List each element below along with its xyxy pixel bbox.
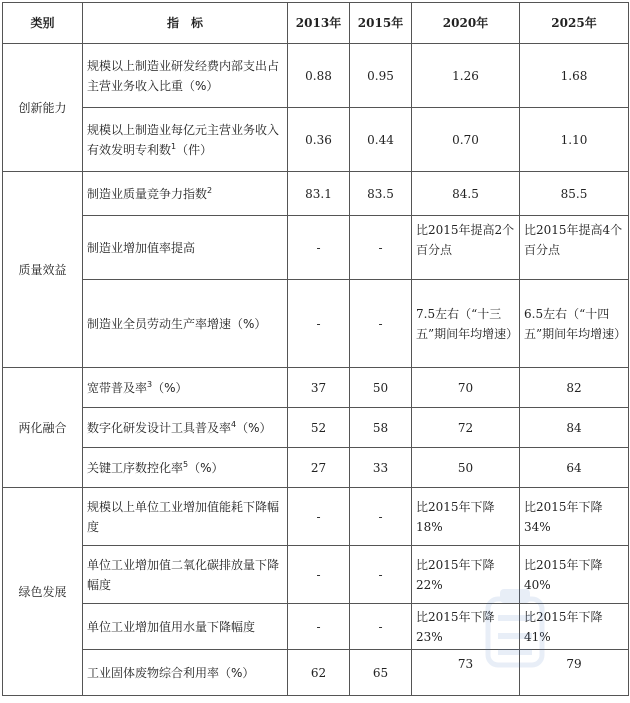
value-2025: 比2015年下降40% <box>520 546 629 604</box>
value-2015: - <box>350 280 412 368</box>
value-2025: 比2015年下降41% <box>520 604 629 650</box>
indicator-cell: 单位工业增加值用水量下降幅度 <box>83 604 288 650</box>
indicator-cell: 关键工序数控化率$^5$（%） <box>83 448 288 488</box>
value-2025: 84 <box>520 408 629 448</box>
value-2020: 50 <box>412 448 520 488</box>
category-cell: 创新能力 <box>3 44 83 172</box>
value-2015: - <box>350 488 412 546</box>
indicator-cell: 规模以上制造业研发经费内部支出占主营业务收入比重（%） <box>83 44 288 108</box>
indicator-cell: 单位工业增加值二氧化碳排放量下降幅度 <box>83 546 288 604</box>
value-2020: 72 <box>412 408 520 448</box>
indicator-cell: 制造业全员劳动生产率增速（%） <box>83 280 288 368</box>
table-row <box>3 44 629 108</box>
value-2020: 1.26 <box>412 44 520 108</box>
header-row <box>3 3 629 44</box>
table-row <box>3 216 629 280</box>
category-cell: 两化融合 <box>3 368 83 488</box>
value-2020: 0.70 <box>412 108 520 172</box>
footnote-mark: 1 <box>171 141 177 151</box>
value-2015: 58 <box>350 408 412 448</box>
table-row <box>3 172 629 216</box>
value-2013: 27 <box>288 448 350 488</box>
indicator-cell: 工业固体废物综合利用率（%） <box>83 650 288 696</box>
category-cell: 绿色发展 <box>3 488 83 696</box>
value-2025: 比2015年提高4个百分点 <box>520 216 629 280</box>
indicator-cell: 规模以上单位工业增加值能耗下降幅度 <box>83 488 288 546</box>
value-2015: 33 <box>350 448 412 488</box>
value-2020: 7.5左右（“十三五”期间年均增速） <box>412 280 520 368</box>
table-row <box>3 280 629 368</box>
table-row <box>3 488 629 546</box>
value-2025: 64 <box>520 448 629 488</box>
value-2025: 82 <box>520 368 629 408</box>
value-2020: 比2015年下降18% <box>412 488 520 546</box>
value-2013: 52 <box>288 408 350 448</box>
indicator-cell: 数字化研发设计工具普及率$^4$（%） <box>83 408 288 448</box>
header-indicator: 指 标 <box>83 3 288 44</box>
indicator-cell: 制造业增加值率提高 <box>83 216 288 280</box>
value-2013: 0.88 <box>288 44 350 108</box>
value-2013: 0.36 <box>288 108 350 172</box>
value-2013: 62 <box>288 650 350 696</box>
value-2025: 6.5左右（“十四五”期间年均增速） <box>520 280 629 368</box>
value-2020: 比2015年下降23% <box>412 604 520 650</box>
footnote-mark: 5 <box>183 459 189 469</box>
indicator-cell: 宽带普及率$^3$（%） <box>83 368 288 408</box>
category-cell: 质量效益 <box>3 172 83 368</box>
value-2013: - <box>288 488 350 546</box>
watermark-logo-icon <box>480 585 550 675</box>
header-2013: 2013年 <box>288 3 350 44</box>
header-category: 类别 <box>3 3 83 44</box>
header-2025: 2025年 <box>520 3 629 44</box>
table-row <box>3 108 629 172</box>
value-2020: 84.5 <box>412 172 520 216</box>
value-2025: 1.68 <box>520 44 629 108</box>
value-2020: 73 <box>412 650 520 696</box>
value-2025: 比2015年下降34% <box>520 488 629 546</box>
value-2015: 0.44 <box>350 108 412 172</box>
value-2013: - <box>288 280 350 368</box>
value-2015: 50 <box>350 368 412 408</box>
value-2015: 0.95 <box>350 44 412 108</box>
value-2013: - <box>288 216 350 280</box>
value-2020: 比2015年下降22% <box>412 546 520 604</box>
footnote-mark: 3 <box>147 379 153 389</box>
value-2015: - <box>350 604 412 650</box>
table-row <box>3 408 629 448</box>
value-2013: 37 <box>288 368 350 408</box>
value-2020: 比2015年提高2个百分点 <box>412 216 520 280</box>
footnote-mark: 4 <box>231 419 237 429</box>
value-2025: 1.10 <box>520 108 629 172</box>
footnote-mark: 2 <box>207 185 213 195</box>
value-2013: - <box>288 546 350 604</box>
indicator-cell: 制造业质量竞争力指数$^2$ <box>83 172 288 216</box>
value-2025: 79 <box>520 650 629 696</box>
value-2015: - <box>350 546 412 604</box>
value-2015: 83.5 <box>350 172 412 216</box>
value-2015: - <box>350 216 412 280</box>
value-2020: 70 <box>412 368 520 408</box>
table-row <box>3 448 629 488</box>
value-2015: 65 <box>350 650 412 696</box>
indicator-cell: 规模以上制造业每亿元主营业务收入有效发明专利数$^1$（件） <box>83 108 288 172</box>
table-row <box>3 368 629 408</box>
header-2020: 2020年 <box>412 3 520 44</box>
header-2015: 2015年 <box>350 3 412 44</box>
value-2013: 83.1 <box>288 172 350 216</box>
value-2025: 85.5 <box>520 172 629 216</box>
value-2013: - <box>288 604 350 650</box>
